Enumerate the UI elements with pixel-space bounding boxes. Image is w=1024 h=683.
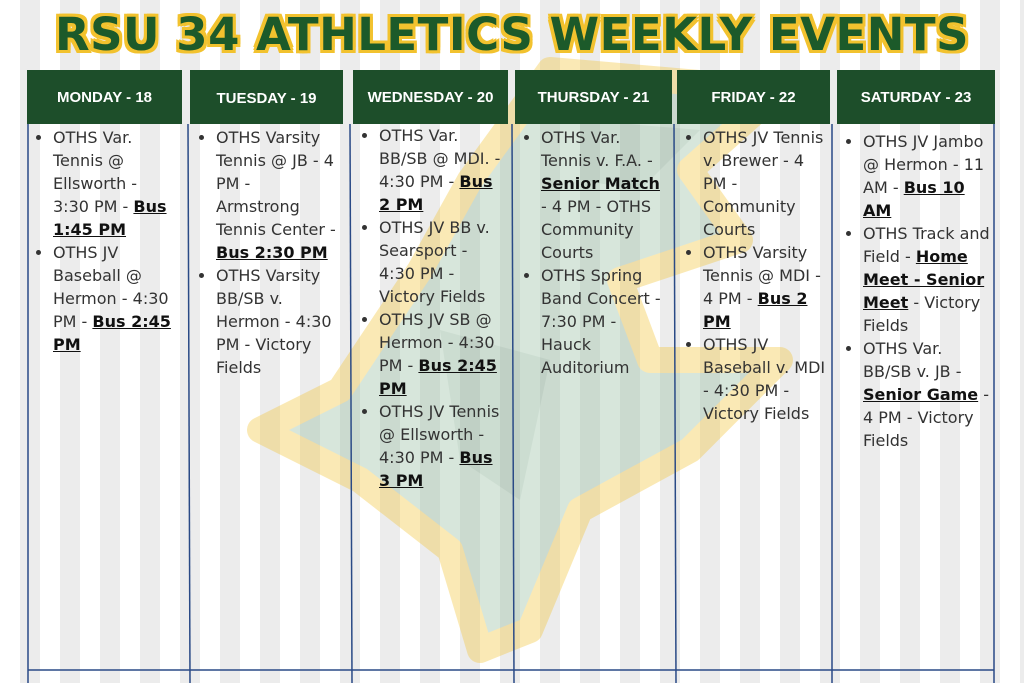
day-header: MONDAY - 18 bbox=[27, 70, 182, 124]
event-text: OTHS Var. Tennis v. F.A. - bbox=[541, 128, 653, 170]
event-highlight: Bus 2 PM bbox=[703, 289, 808, 331]
event-item bbox=[53, 126, 174, 241]
event-text: OTHS Track and Field - bbox=[863, 224, 990, 266]
event-text: OTHS Spring Band Concert - 7:30 PM - Hauck Auditorium bbox=[541, 266, 661, 377]
day-column-tuesday bbox=[190, 70, 343, 379]
day-column-monday bbox=[27, 70, 182, 356]
day-column-wednesday bbox=[353, 70, 508, 492]
event-item bbox=[53, 241, 174, 356]
day-header: SATURDAY - 23 bbox=[837, 70, 995, 124]
event-item bbox=[863, 222, 991, 337]
page-title: RSU 34 ATHLETICS WEEKLY EVENTS bbox=[54, 8, 969, 61]
event-highlight: Senior Match bbox=[541, 174, 660, 193]
event-text: OTHS JV SB @ Hermon - 4:30 PM - bbox=[379, 310, 495, 375]
event-list bbox=[837, 130, 995, 452]
event-text: OTHS JV Tennis @ Ellsworth - 4:30 PM - bbox=[379, 402, 500, 467]
event-text: OTHS Varsity Tennis @ MDI - 4 PM - bbox=[703, 243, 821, 308]
event-highlight: Senior Game bbox=[863, 385, 979, 404]
event-text: OTHS JV BB v. Searsport - 4:30 PM - Victory Fields bbox=[379, 218, 490, 306]
event-item bbox=[379, 400, 504, 492]
event-highlight: Bus 2 PM bbox=[379, 172, 493, 214]
day-header: THURSDAY - 21 bbox=[515, 70, 672, 124]
event-item bbox=[541, 264, 668, 379]
event-highlight: Bus 3 PM bbox=[379, 448, 493, 490]
event-item bbox=[863, 337, 991, 452]
event-item bbox=[541, 126, 668, 264]
event-item bbox=[379, 124, 504, 216]
event-item bbox=[703, 126, 826, 241]
event-item bbox=[379, 216, 504, 308]
event-highlight: Bus 10 AM bbox=[863, 178, 965, 220]
event-text: - 4 PM - OTHS Community Courts bbox=[541, 197, 652, 262]
event-item bbox=[379, 308, 504, 400]
event-list bbox=[515, 126, 672, 379]
event-text: OTHS Varsity BB/SB v. Hermon - 4:30 PM - Victory Fields bbox=[216, 266, 332, 377]
event-text: - 4 PM - Victory Fields bbox=[863, 385, 990, 450]
event-item bbox=[703, 241, 826, 333]
day-column-thursday bbox=[515, 70, 672, 379]
event-text: OTHS Var. Tennis @ Ellsworth - 3:30 PM - bbox=[53, 128, 138, 216]
event-highlight: Bus 1:45 PM bbox=[53, 197, 167, 239]
event-list bbox=[677, 126, 830, 425]
event-list bbox=[190, 126, 343, 379]
event-text: OTHS Varsity Tennis @ JB - 4 PM - Armstrong Tennis Center - bbox=[216, 128, 336, 239]
event-item bbox=[216, 264, 337, 379]
event-item bbox=[863, 130, 991, 222]
event-highlight: Home Meet - Senior Meet bbox=[863, 247, 985, 312]
event-text: OTHS JV Jambo @ Hermon - 11 AM - bbox=[863, 132, 985, 197]
day-column-saturday bbox=[837, 70, 995, 452]
day-header: FRIDAY - 22 bbox=[677, 70, 830, 124]
event-highlight: Bus 2:45 PM bbox=[53, 312, 171, 354]
event-text: OTHS JV Tennis v. Brewer - 4 PM - Community Courts bbox=[703, 128, 824, 239]
event-item bbox=[216, 126, 337, 264]
event-list bbox=[27, 126, 182, 356]
event-highlight: Bus 2:30 PM bbox=[216, 243, 328, 262]
day-header: WEDNESDAY - 20 bbox=[353, 70, 508, 124]
event-text: OTHS JV Baseball v. MDI - 4:30 PM - Victory Fields bbox=[703, 335, 826, 423]
event-list bbox=[353, 124, 508, 492]
event-item bbox=[703, 333, 826, 425]
event-text: OTHS Var. BB/SB @ MDI. - 4:30 PM - bbox=[379, 126, 501, 191]
day-header: TUESDAY - 19 bbox=[190, 70, 343, 124]
event-text: - Victory Fields bbox=[863, 293, 981, 335]
day-column-friday bbox=[677, 70, 830, 425]
event-highlight: Bus 2:45 PM bbox=[379, 356, 497, 398]
event-text: OTHS JV Baseball @ Hermon - 4:30 PM - bbox=[53, 243, 169, 331]
event-text: OTHS Var. BB/SB v. JB - bbox=[863, 339, 962, 381]
